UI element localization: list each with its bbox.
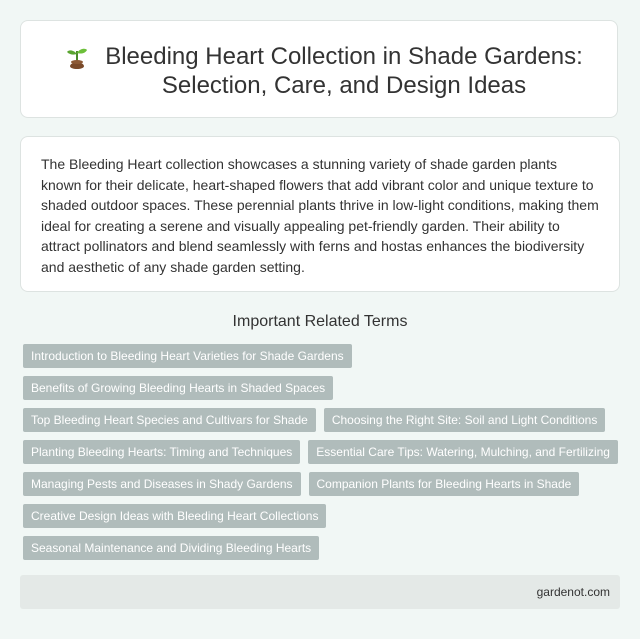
term-tag[interactable]: Companion Plants for Bleeding Hearts in Shade [309, 472, 580, 496]
term-tag[interactable]: Benefits of Growing Bleeding Hearts in Shaded Spaces [23, 376, 333, 400]
header-card [20, 20, 618, 118]
term-row [23, 536, 623, 560]
terms-heading: Important Related Terms [232, 313, 408, 330]
term-row [23, 472, 623, 496]
term-tag[interactable]: Choosing the Right Site: Soil and Light Conditions [324, 408, 606, 432]
intro-card [20, 136, 620, 292]
term-tag[interactable]: Introduction to Bleeding Heart Varieties for Shade Gardens [23, 344, 352, 368]
related-terms [23, 344, 623, 568]
header-title-wrap [21, 42, 617, 100]
footer-site-link[interactable]: gardenot.com [536, 585, 610, 599]
footer [20, 575, 620, 609]
intro-paragraph: The Bleeding Heart collection showcases a stunning variety of shade garden plants known for their delicate, heart-shaped flowers that add vibrant color and unique texture to shaded outdoor spaces. These perennial plants thrive in low-light conditions, making them ideal for creating a serene and visually appealing pet-friendly garden. Their ability to attract pollinators and blend seamlessly with ferns and hostas enhances the biodiversity and aesthetic of any shade garden setting. [41, 156, 599, 275]
term-row [23, 440, 623, 464]
term-row [23, 376, 623, 400]
term-row [23, 408, 623, 432]
term-tag[interactable]: Managing Pests and Diseases in Shady Gardens [23, 472, 301, 496]
term-tag[interactable]: Planting Bleeding Hearts: Timing and Techniques [23, 440, 300, 464]
term-tag[interactable]: Essential Care Tips: Watering, Mulching, and Fertilizing [308, 440, 618, 464]
term-row [23, 344, 623, 368]
term-row [23, 504, 623, 528]
term-tag[interactable]: Top Bleeding Heart Species and Cultivars for Shade [23, 408, 316, 432]
term-tag[interactable]: Creative Design Ideas with Bleeding Heart Collections [23, 504, 326, 528]
page-title: Bleeding Heart Collection in Shade Gardens: Selection, Care, and Design Ideas [105, 43, 583, 99]
term-tag[interactable]: Seasonal Maintenance and Dividing Bleeding Hearts [23, 536, 319, 560]
